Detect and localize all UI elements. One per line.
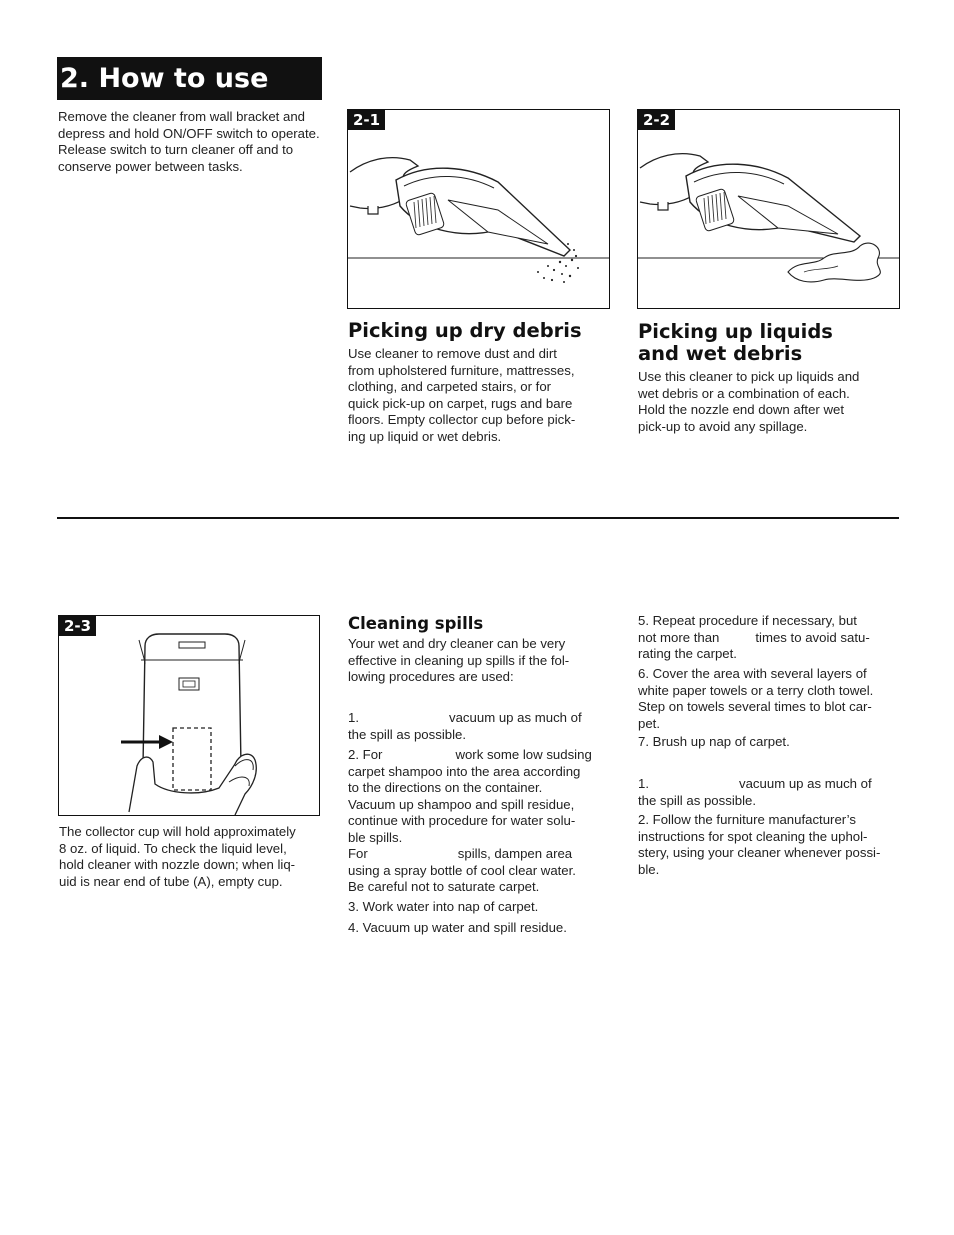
vacuum-wet-illustration <box>638 110 899 308</box>
cleaning-spills-intro <box>348 636 613 686</box>
step-number: 1. <box>348 710 359 725</box>
figure-label: 2-1 <box>348 110 385 130</box>
text-line: Step on towels several times to blot car- <box>638 699 872 715</box>
figure-label: 2-2 <box>638 110 675 130</box>
spills-step-5 <box>638 613 903 663</box>
text-line: instructions for spot cleaning the uphol- <box>638 828 868 844</box>
text-line: Use cleaner to remove dust and dirt <box>348 346 557 361</box>
text-line: white paper towels or a terry cloth towel. <box>638 682 874 698</box>
step-number: 1. <box>638 776 649 791</box>
text-line: Your wet and dry cleaner can be very <box>348 636 566 651</box>
text-line <box>638 630 903 647</box>
text-line <box>638 776 903 793</box>
text-line: clothing, and carpeted stairs, or for <box>348 379 552 395</box>
spills-step-2 <box>348 747 613 847</box>
vacuum-dry-illustration <box>348 110 609 308</box>
text-line: The collector cup will hold approximately <box>59 824 296 839</box>
upholstery-step-2 <box>638 812 903 878</box>
spills-step-7: 7. Brush up nap of carpet. <box>638 734 790 749</box>
spills-step-4: 4. Vacuum up water and spill residue. <box>348 920 567 935</box>
text-line: 5. Repeat procedure if necessary, but <box>638 613 857 628</box>
text-line: continue with procedure for water solu- <box>348 813 576 829</box>
step-text: vacuum up as much of <box>739 776 872 791</box>
spills-step-6 <box>638 666 903 732</box>
heading-line: Picking up liquids <box>638 320 833 343</box>
text-line <box>348 710 613 727</box>
figure-2-3 <box>58 615 320 816</box>
text-line: pick-up to avoid any spillage. <box>638 418 808 434</box>
collector-cup-text <box>59 824 329 890</box>
step-text: not more than <box>638 629 720 645</box>
text-line: ble. <box>638 861 660 877</box>
spills-step-3: 3. Work water into nap of carpet. <box>348 899 539 914</box>
text-line: pet. <box>638 715 660 731</box>
collector-cup-illustration <box>59 616 319 815</box>
figure-2-1 <box>347 109 610 309</box>
step-text: For <box>348 846 368 861</box>
upholstery-step-1 <box>638 776 903 809</box>
text-line: Use this cleaner to pick up liquids and <box>638 369 860 384</box>
text-line <box>348 846 613 863</box>
text-line: ble spills. <box>348 829 403 845</box>
section-divider <box>57 517 899 519</box>
figure-label: 2-3 <box>59 616 96 636</box>
text-line: floors. Empty collector cup before pick- <box>348 412 576 428</box>
text-line: from upholstered furniture, mattresses, <box>348 362 575 378</box>
figure-2-2 <box>637 109 900 309</box>
text-line: using a spray bottle of cool clear water. <box>348 862 576 878</box>
text-line: Hold the nozzle end down after wet <box>638 402 844 418</box>
step-text: work some low sudsing <box>455 747 592 762</box>
text-line: effective in cleaning up spills if the fol- <box>348 652 570 668</box>
step-text: spills, dampen area <box>457 846 573 861</box>
heading-dry-debris: Picking up dry debris <box>348 319 582 342</box>
heading-wet-debris <box>638 321 903 365</box>
text-line: Vacuum up shampoo and spill residue, <box>348 796 575 812</box>
text-line: rating the carpet. <box>638 646 737 662</box>
wet-debris-text <box>638 369 903 435</box>
text-line: ing up liquid or wet debris. <box>348 428 502 444</box>
text-line: the spill as possible. <box>348 726 467 742</box>
text-line: lowing procedures are used: <box>348 669 514 685</box>
step-text: times to avoid satu- <box>755 629 870 645</box>
step-number: 2. For <box>348 747 383 762</box>
text-line: stery, using your cleaner whenever possi- <box>638 845 881 861</box>
text-line: carpet shampoo into the area according <box>348 763 581 779</box>
text-line: to the directions on the container. <box>348 780 543 796</box>
heading-cleaning-spills: Cleaning spills <box>348 614 484 633</box>
text-line <box>348 747 613 764</box>
intro-text: Remove the cleaner from wall bracket and depress and hold ON/OFF switch to operate. Release switch to turn cleaner off and to conserve power between tasks. <box>58 109 320 174</box>
spills-water-soluble <box>348 846 613 896</box>
section-title: 2. How to use <box>57 57 322 100</box>
text-line: quick pick-up on carpet, rugs and bare <box>348 395 573 411</box>
text-line: wet debris or a combination of each. <box>638 385 850 401</box>
heading-line: and wet debris <box>638 342 803 365</box>
dry-debris-text <box>348 346 613 446</box>
text-line: uid is near end of tube (A), empty cup. <box>59 873 283 889</box>
text-line: Be careful not to saturate carpet. <box>348 879 540 895</box>
text-line: hold cleaner with nozzle down; when liq- <box>59 857 296 873</box>
text-line: 8 oz. of liquid. To check the liquid level, <box>59 840 287 856</box>
text-line: the spill as possible. <box>638 792 757 808</box>
text-line: 2. Follow the furniture manufacturer’s <box>638 812 856 827</box>
spills-step-1 <box>348 710 613 743</box>
step-text: vacuum up as much of <box>449 710 582 725</box>
text-line: 6. Cover the area with several layers of <box>638 666 867 681</box>
